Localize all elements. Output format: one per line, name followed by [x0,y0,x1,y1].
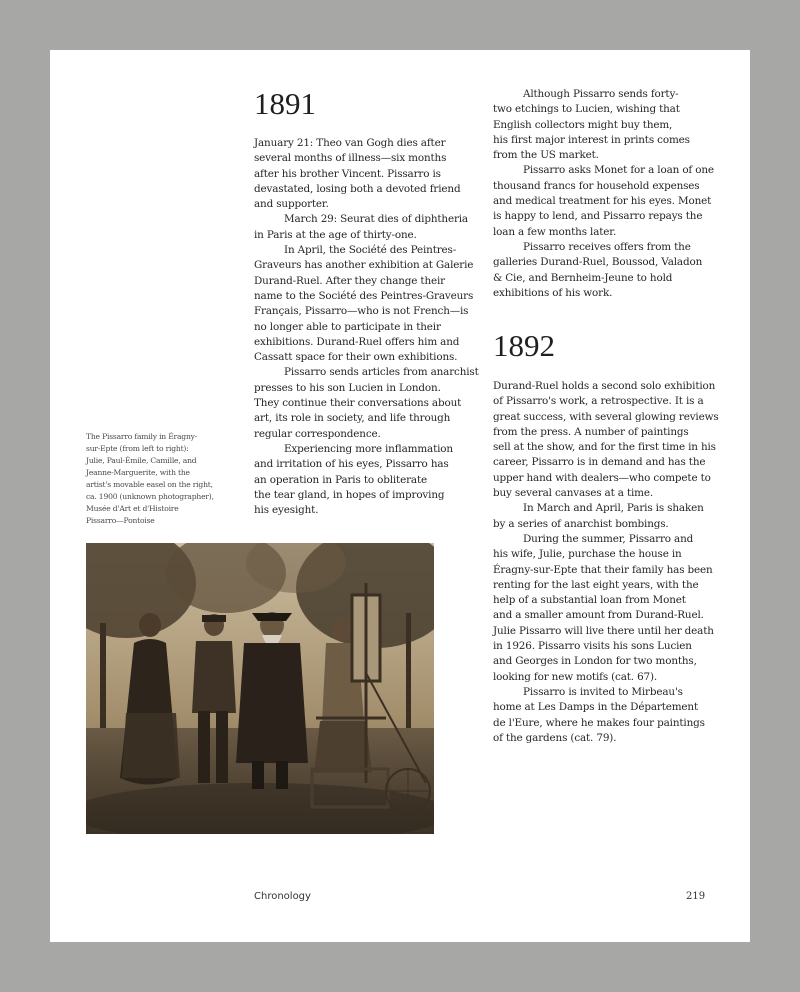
year-heading-1891: 1891 [254,86,316,121]
paragraph: Experiencing more inflammation and irritation of his eyes, Pissarro has an operation in Paris to obliterate the tear gland, in hopes of improving his eyesight. [254,442,453,517]
paragraph: Pissarro asks Monet for a loan of one thousand francs for household expenses and medical treatment for his eyes. Monet is happy to lend, and Pissarro repays the loan a few months later. [493,164,714,238]
year-heading-1892: 1892 [493,328,555,363]
family-photograph [86,543,434,834]
paragraph: In April, the Société des Peintres- Graveurs has another exhibition at Galerie Durand-Ruel. After they change their name to the Société des Peintres-Graveurs Français, Pissarro—who is not French—is no longer able to participate in their exhibitions. Durand-Ruel offers him and Cassatt space for their own exhibitions. [254,244,474,364]
photograph-image [86,543,434,834]
paragraph: January 21: Theo van Gogh dies after several months of illness—six months after his brother Vincent. Pissarro is devastated, losing both a devoted friend and supporter. [254,137,461,211]
caption-text: The Pissarro family in Éragny- sur-Epte (from left to right): Julie, Paul-Émile, Camille, and Jeanne-Marguerite, with the artist's movable easel on the right, ca. 1900 (unknown photographer), Musée d'Art et d'Histoire Pissarro—Pontoise [86,432,214,525]
book-page [50,50,750,942]
paragraph: Durand-Ruel holds a second solo exhibition of Pissarro's work, a retrospective. It is a great success, with several glowing reviews from the press. A number of paintings sell at the show, and for the first time in his career, Pissarro is in demand and has the upper hand with dealers—who compete to buy several canvases at a time. [493,380,719,500]
paragraph: Pissarro sends articles from anarchist presses to his son Lucien in London. They continue their conversations about art, its role in society, and life through regular correspondence. [254,366,479,440]
running-footer-section: Chronology [254,891,311,902]
photo-caption [86,431,236,527]
right-column-top-text [493,87,728,301]
paragraph: During the summer, Pissarro and his wife, Julie, purchase the house in Éragny-sur-Epte that their family has been renting for the last eight years, with the help of a substantial loan from Monet and a smaller amount from Durand-Ruel. Julie Pissarro will live there until her death in 1926. Pissarro visits his sons Lucien and Georges in London for two months, looking for new motifs (cat. 67). [493,532,714,683]
left-column-text [254,136,479,518]
right-column-bottom-text [493,379,728,746]
paragraph: Pissarro is invited to Mirbeau's home at Les Damps in the Département de l'Eure, where he makes four paintings of the gardens (cat. 79). [493,685,705,744]
paragraph: Although Pissarro sends forty- two etchings to Lucien, wishing that English collectors might buy them, his first major interest in prints comes from the US market. [493,88,690,162]
paragraph: In March and April, Paris is shaken by a series of anarchist bombings. [493,502,704,530]
page-number: 219 [686,891,706,902]
paragraph: Pissarro receives offers from the galleries Durand-Ruel, Boussod, Valadon & Cie, and Bernheim-Jeune to hold exhibitions of his work. [493,240,703,299]
paragraph: March 29: Seurat dies of diphtheria in Paris at the age of thirty-one. [254,213,468,241]
